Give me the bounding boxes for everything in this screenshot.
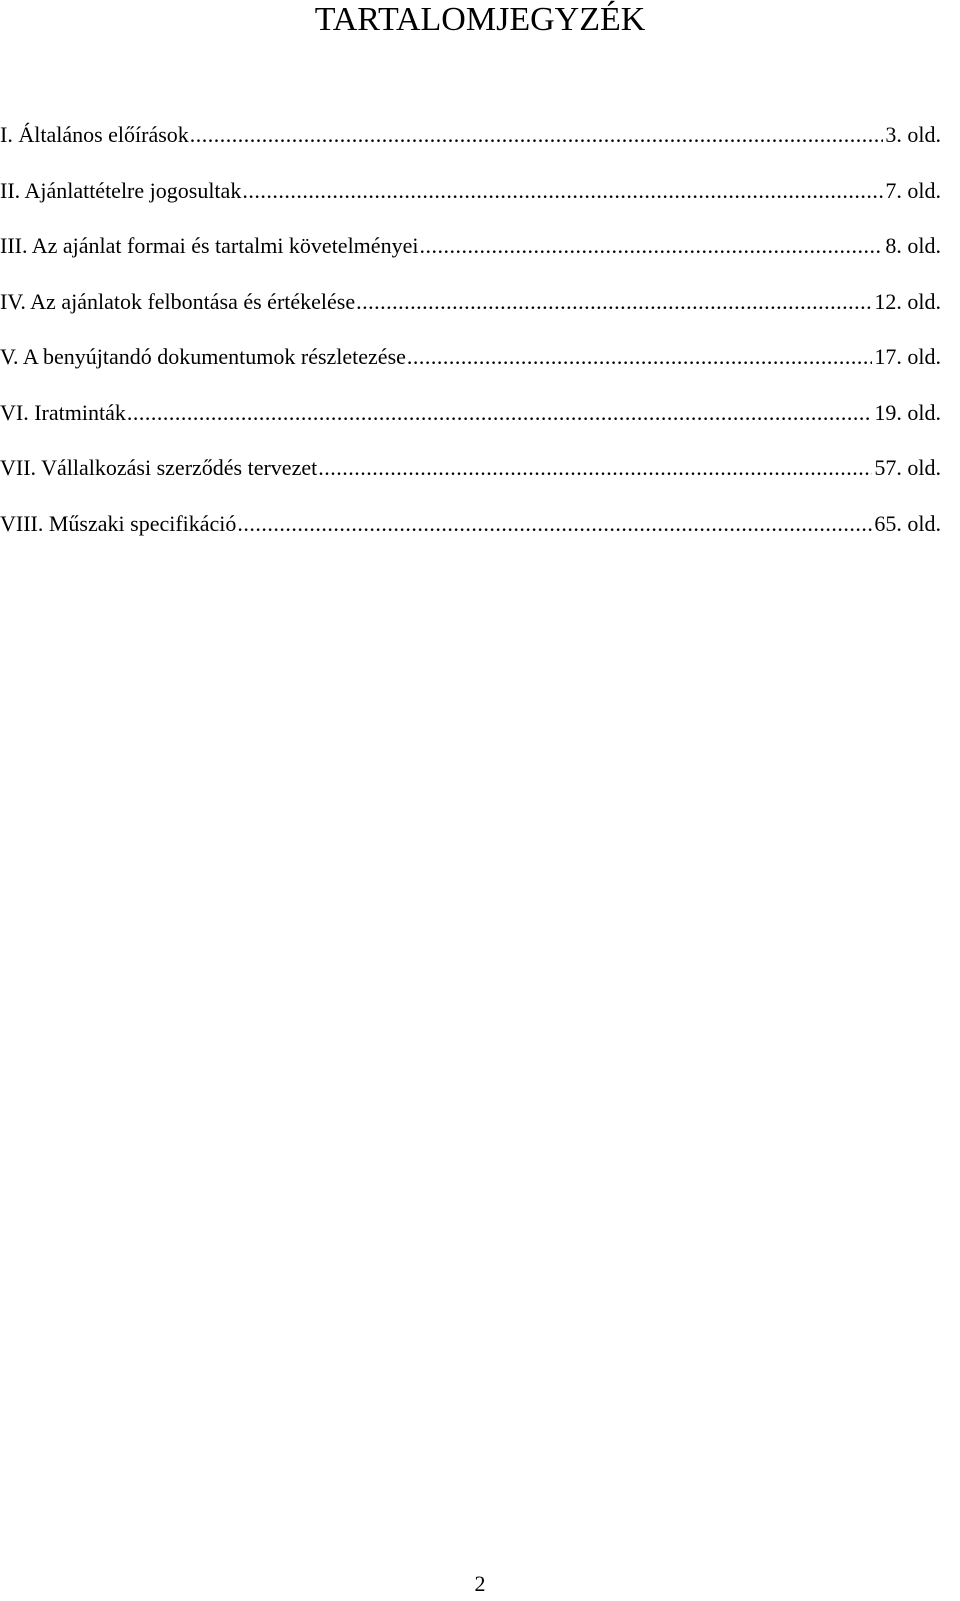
toc-entry-7[interactable]: [0, 454, 941, 482]
toc-entry-page: 19. old.: [874, 399, 941, 425]
toc-entry-page: 65. old.: [874, 510, 941, 536]
toc-entry-2[interactable]: [0, 177, 941, 205]
toc-entry-page: 8. old.: [885, 233, 941, 258]
toc-entry-page: 12. old.: [874, 288, 941, 314]
toc-dot-leader: [356, 288, 872, 316]
page-number: 2: [474, 1571, 486, 1596]
toc-entry-label: I. Általános előírások: [0, 122, 189, 147]
toc-entry-page: 57. old.: [874, 455, 941, 480]
toc-entry-label: V. A benyújtandó dokumentumok részletezése: [0, 344, 406, 369]
toc-entry-3[interactable]: [0, 232, 941, 260]
toc-entry-5[interactable]: [0, 343, 941, 371]
toc-entry-1[interactable]: [0, 121, 941, 149]
toc-entry-label: IV. Az ajánlatok felbontása és értékelése: [0, 288, 356, 314]
toc-entry-label: II. Ajánlattételre jogosultak: [0, 177, 242, 203]
toc-entry-6[interactable]: [0, 399, 941, 427]
toc-entry-8[interactable]: [0, 510, 941, 538]
toc-dot-leader: [407, 343, 872, 371]
toc-dot-leader: [242, 177, 883, 205]
toc-dot-leader: [190, 121, 884, 149]
toc-entry-4[interactable]: [0, 288, 941, 316]
toc-entry-page: 3. old.: [885, 122, 941, 147]
toc-entry-label: III. Az ajánlat formai és tartalmi követelményei: [0, 233, 419, 258]
toc-dot-leader: [237, 510, 872, 538]
toc-dot-leader: [318, 454, 872, 482]
toc-entry-label: VII. Vállalkozási szerződés tervezet: [0, 455, 318, 480]
toc-entry-label: VIII. Műszaki specifikáció: [0, 510, 237, 536]
toc-dot-leader: [419, 232, 883, 260]
toc-entry-page: 7. old.: [885, 177, 941, 203]
table-of-contents: [0, 121, 941, 565]
page-title: TARTALOMJEGYZÉK: [314, 1, 646, 38]
toc-entry-label: VI. Iratminták: [0, 399, 126, 425]
toc-dot-leader: [127, 399, 873, 427]
toc-entry-page: 17. old.: [874, 344, 941, 369]
